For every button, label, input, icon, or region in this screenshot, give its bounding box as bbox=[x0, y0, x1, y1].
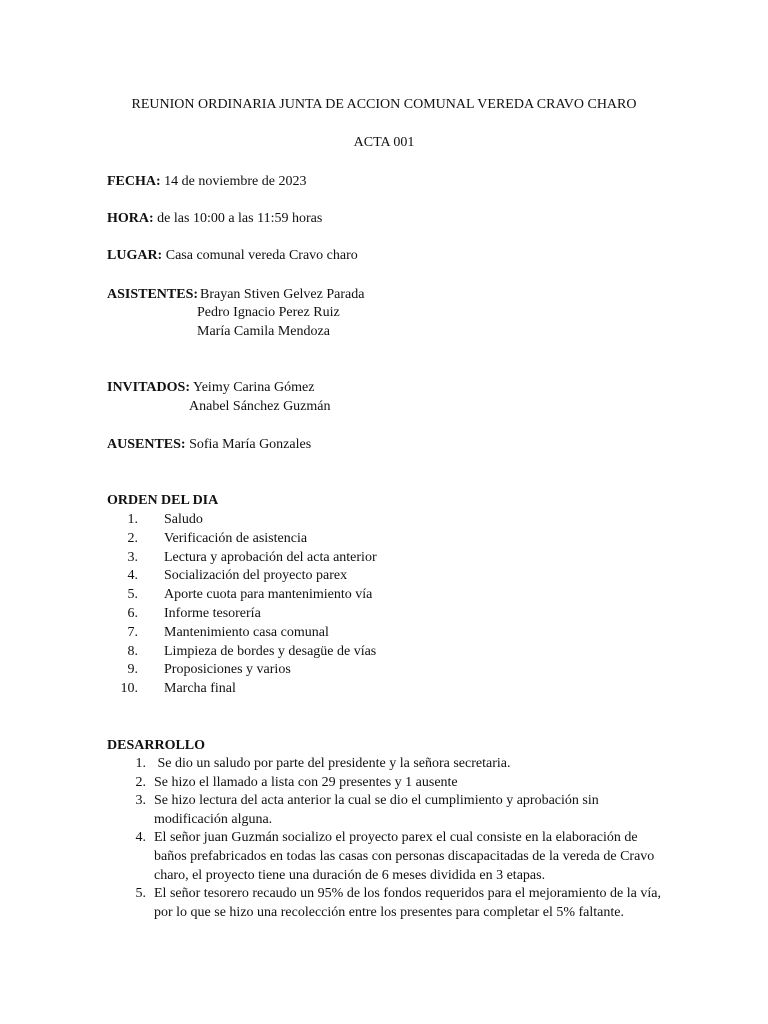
list-item: 5. El señor tesorero recaudo un 95% de los fondos requeridos para el mejoramiento de la vía, por lo que se hizo una recolección entre los presentes para completar el 5% faltante. bbox=[135, 886, 661, 920]
lugar-line bbox=[107, 247, 358, 266]
list-item: 4. El señor juan Guzmán socializo el proyecto parex el cual consiste en la elaboración de baños prefabricados en todas las casas con personas discapacitadas de la vereda de Cravo charo, el proyecto tiene una duración de 6 meses dividida en 3 etapas. bbox=[135, 830, 655, 883]
lugar-label: LUGAR: bbox=[107, 248, 163, 263]
list-item: 9. Proposiciones y varios bbox=[127, 662, 291, 678]
invitados-label: INVITADOS: bbox=[107, 380, 190, 395]
list-item: 6. Informe tesorería bbox=[127, 605, 261, 621]
list-item: 3. Lectura y aprobación del acta anterior bbox=[127, 549, 377, 565]
fecha-value: 14 de noviembre de 2023 bbox=[164, 174, 307, 189]
ausentes-line bbox=[107, 436, 311, 455]
list-item: 7. Mantenimiento casa comunal bbox=[127, 624, 329, 640]
orden-heading: ORDEN DEL DIA bbox=[107, 493, 219, 508]
desarrollo-list bbox=[126, 755, 686, 922]
list-item: 3. Se hizo lectura del acta anterior la cual se dio el cumplimiento y aprobación sin modificación alguna. bbox=[135, 793, 599, 827]
fecha-line bbox=[107, 173, 306, 192]
hora-label: HORA: bbox=[107, 211, 154, 226]
list-item: 5. Aporte cuota para mantenimiento vía bbox=[127, 587, 373, 603]
list-item: 10. Marcha final bbox=[120, 681, 236, 697]
list-item: 1. Saludo bbox=[127, 512, 203, 527]
desarrollo-heading: DESARROLLO bbox=[107, 738, 206, 753]
agenda-list bbox=[118, 511, 678, 699]
list-item: 1. Se dio un saludo por parte del presidente y la señora secretaria. bbox=[135, 756, 511, 771]
fecha-label: FECHA: bbox=[107, 174, 161, 189]
asistente-name: Brayan Stiven Gelvez Parada bbox=[200, 287, 365, 302]
list-item: 4. Socialización del proyecto parex bbox=[127, 568, 348, 584]
acta-number: ACTA 001 bbox=[353, 135, 415, 150]
asistentes-label: ASISTENTES: bbox=[107, 287, 199, 302]
list-item: 2. Verificación de asistencia bbox=[127, 530, 308, 546]
asistente-name: María Camila Mendoza bbox=[197, 324, 330, 339]
invitado-name: Anabel Sánchez Guzmán bbox=[189, 399, 331, 414]
ausentes-value: Sofia María Gonzales bbox=[189, 437, 312, 452]
hora-line bbox=[107, 210, 322, 229]
list-item: 2. Se hizo el llamado a lista con 29 presentes y 1 ausente bbox=[135, 774, 458, 790]
ausentes-label: AUSENTES: bbox=[107, 437, 186, 452]
asistente-name: Pedro Ignacio Perez Ruiz bbox=[197, 305, 340, 320]
list-item: 8. Limpieza de bordes y desagüe de vías bbox=[127, 643, 377, 659]
lugar-value: Casa comunal vereda Cravo charo bbox=[165, 248, 358, 263]
document-title: REUNION ORDINARIA JUNTA DE ACCION COMUNAL VEREDA CRAVO CHARO bbox=[131, 97, 637, 112]
invitado-name: Yeimy Carina Gómez bbox=[193, 380, 315, 395]
hora-value: de las 10:00 a las 11:59 horas bbox=[157, 211, 323, 226]
